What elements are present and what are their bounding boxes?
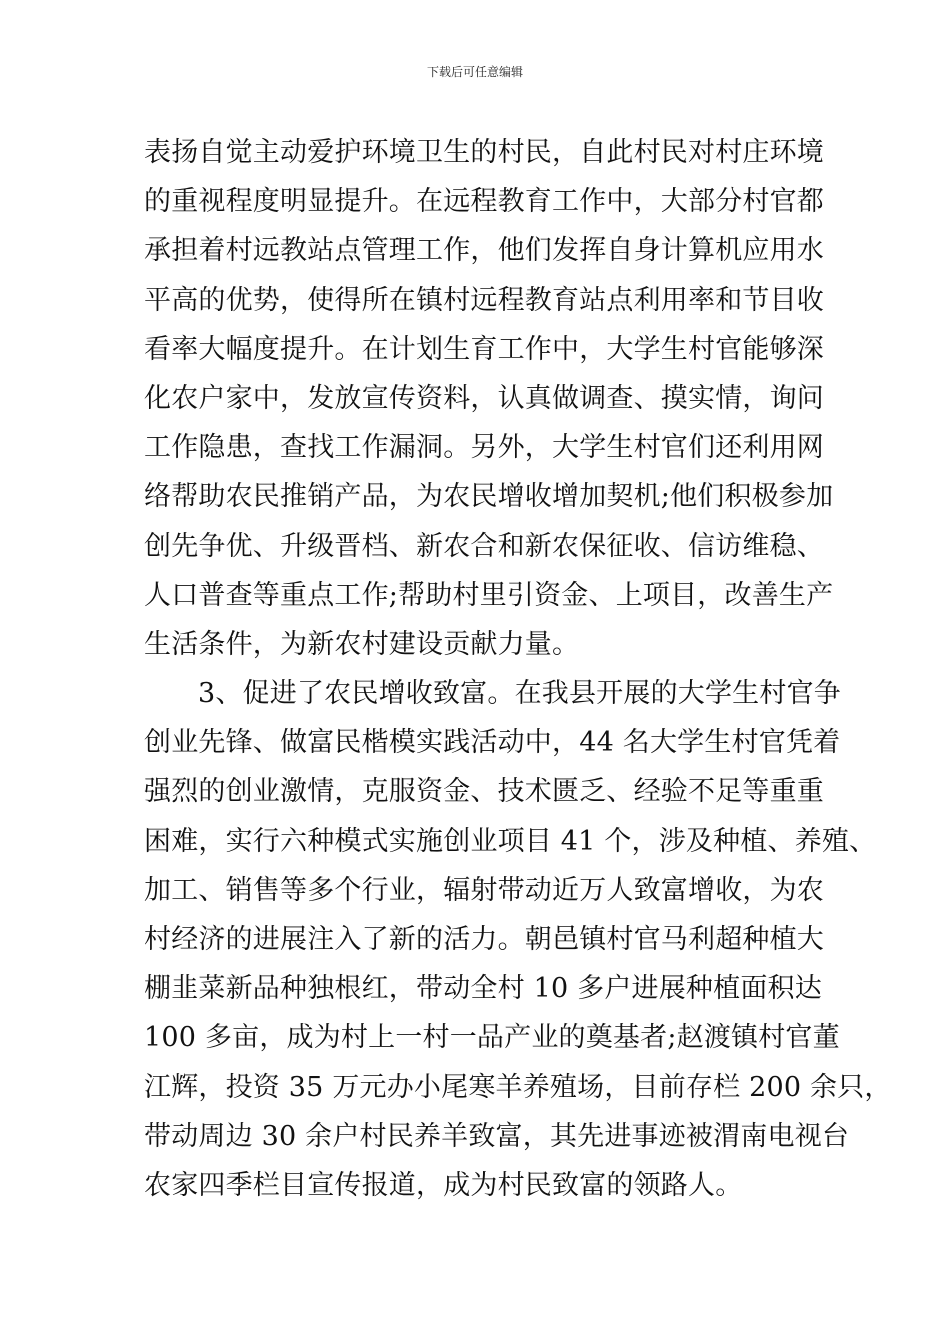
text-line: 江辉，投资 35 万元办小尾寒羊养殖场，目前存栏 200 余只， — [144, 1071, 892, 1103]
text-line: 表扬自觉主动爱护环境卫生的村民，自此村民对村庄环境 — [144, 137, 824, 168]
page-header-note: 下载后可任意编辑 — [426, 65, 523, 79]
text-line: 带动周边 30 余户村民养羊致富，其先进事迹被渭南电视台 — [144, 1120, 850, 1152]
text-line: 加工、销售等多个行业，辐射带动近万人致富增收，为农 — [144, 874, 824, 906]
text-line: 平高的优势，使得所在镇村远程教育站点利用率和节目收 — [144, 284, 824, 316]
text-line: 创先争优、升级晋档、新农合和新农保征收、信访维稳、 — [144, 530, 824, 562]
text-line: 生活条件，为新农村建设贡献力量。 — [144, 628, 580, 660]
text-line: 创业先锋、做富民楷模实践活动中，44 名大学生村官凭着 — [144, 727, 841, 759]
text-line: 农家四季栏目宣传报道，成为村民致富的领路人。 — [144, 1169, 743, 1201]
text-line: 100 多亩，成为村上一村一品产业的奠基者;赵渡镇村官董 — [144, 1022, 840, 1054]
text-line: 村经济的进展注入了新的活力。朝邑镇村官马利超种植大 — [144, 924, 824, 955]
text-line: 人口普查等重点工作;帮助村里引资金、上项目，改善生产 — [144, 579, 834, 611]
document-body — [144, 128, 892, 1210]
text-line: 工作隐患，查找工作漏洞。另外，大学生村官们还利用网 — [144, 432, 824, 464]
text-line: 强烈的创业激情，克服资金、技术匮乏、经验不足等重重 — [144, 776, 824, 808]
text-line: 化农户家中，发放宣传资料，认真做调查、摸实情，询问 — [144, 382, 824, 414]
text-line: 承担着村远教站点管理工作，他们发挥自身计算机应用水 — [144, 235, 824, 267]
paragraph-start-line: 3、促进了农民增收致富。在我县开展的大学生村官争 — [198, 678, 841, 710]
text-line: 棚韭菜新品种独根红，带动全村 10 多户进展种植面积达 — [144, 973, 822, 1005]
text-line: 络帮助农民推销产品，为农民增收增加契机;他们积极参加 — [144, 481, 834, 513]
text-line: 困难，实行六种模式实施创业项目 41 个，涉及种植、养殖、 — [144, 825, 877, 857]
text-line: 的重视程度明显提升。在远程教育工作中，大部分村官都 — [144, 186, 824, 218]
text-line: 看率大幅度提升。在计划生育工作中，大学生村官能够深 — [144, 333, 824, 365]
